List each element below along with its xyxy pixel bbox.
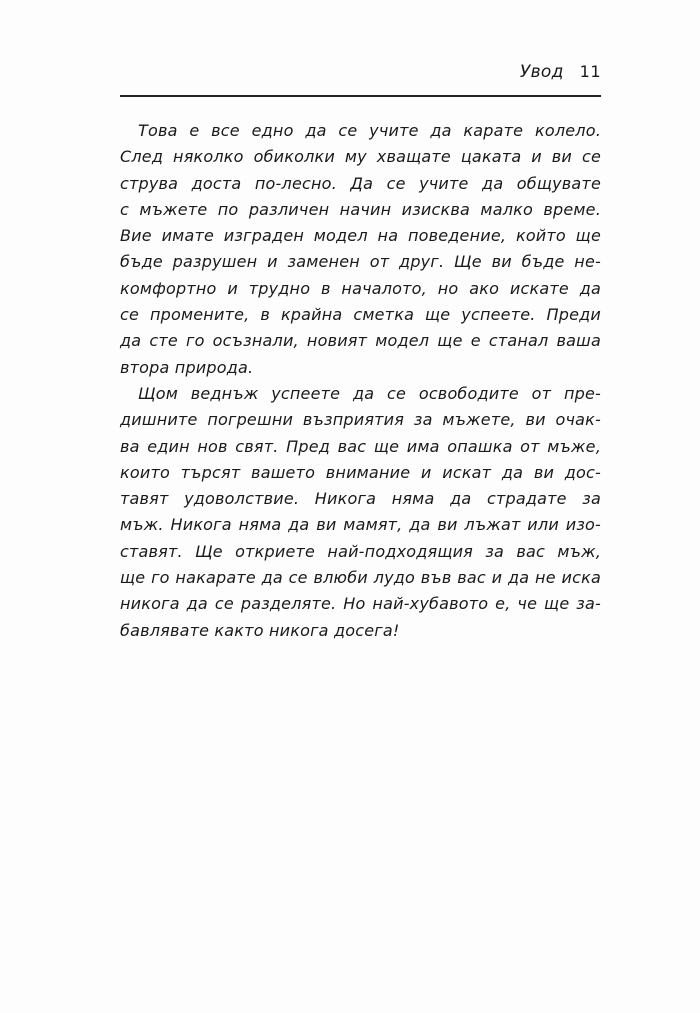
- text-line: бавлявате както никога досега!: [120, 620, 400, 640]
- header-rule: [120, 95, 601, 97]
- text-line: да сте го осъзнали, новият модел ще е станал ваша: [120, 331, 601, 351]
- text-line: Това е все едно да се учите да карате колело.: [138, 121, 601, 140]
- page-number: 11: [579, 62, 601, 81]
- text-line: ще го накарате да се влюби лудо във вас и да не иска: [120, 568, 601, 588]
- running-header: [120, 62, 601, 92]
- paragraph-1: [120, 118, 601, 381]
- body-text: [120, 118, 601, 644]
- text-line: ва един нов свят. Пред вас ще има опашка от мъже,: [120, 436, 601, 456]
- text-line: дишните погрешни възприятия за мъжете, ви очак-: [120, 410, 601, 430]
- text-line: втора природа.: [120, 357, 254, 377]
- text-line: никога да се разделяте. Но най-хубавото е, че ще за-: [120, 594, 601, 614]
- text-line: струва доста по-лесно. Да се учите да общувате: [120, 173, 601, 193]
- text-line: Щом веднъж успеете да се освободите от пре-: [138, 383, 601, 403]
- text-line: ставят. Ще откриете най-подходящия за вас мъж,: [120, 541, 601, 561]
- text-line: с мъжете по различен начин изисква малко време.: [120, 199, 601, 219]
- text-line: тавят удоволствие. Никога няма да страдате за: [120, 489, 601, 509]
- text-line: които търсят вашето внимание и искат да ви дос-: [120, 462, 601, 482]
- text-line: мъж. Никога няма да ви мамят, да ви лъжат или изо-: [120, 515, 601, 535]
- text-line: Вие имате изграден модел на поведение, който ще: [120, 226, 601, 246]
- chapter-title: Увод: [519, 62, 564, 82]
- text-line: комфортно и трудно в началото, но ако искате да: [120, 278, 601, 298]
- paragraph-2: [120, 381, 601, 644]
- text-line: След няколко обиколки му хващате цаката и ви се: [120, 147, 601, 167]
- text-line: се промените, в крайна сметка ще успеете. Преди: [120, 305, 601, 325]
- text-line: бъде разрушен и заменен от друг. Ще ви бъде не-: [120, 252, 601, 272]
